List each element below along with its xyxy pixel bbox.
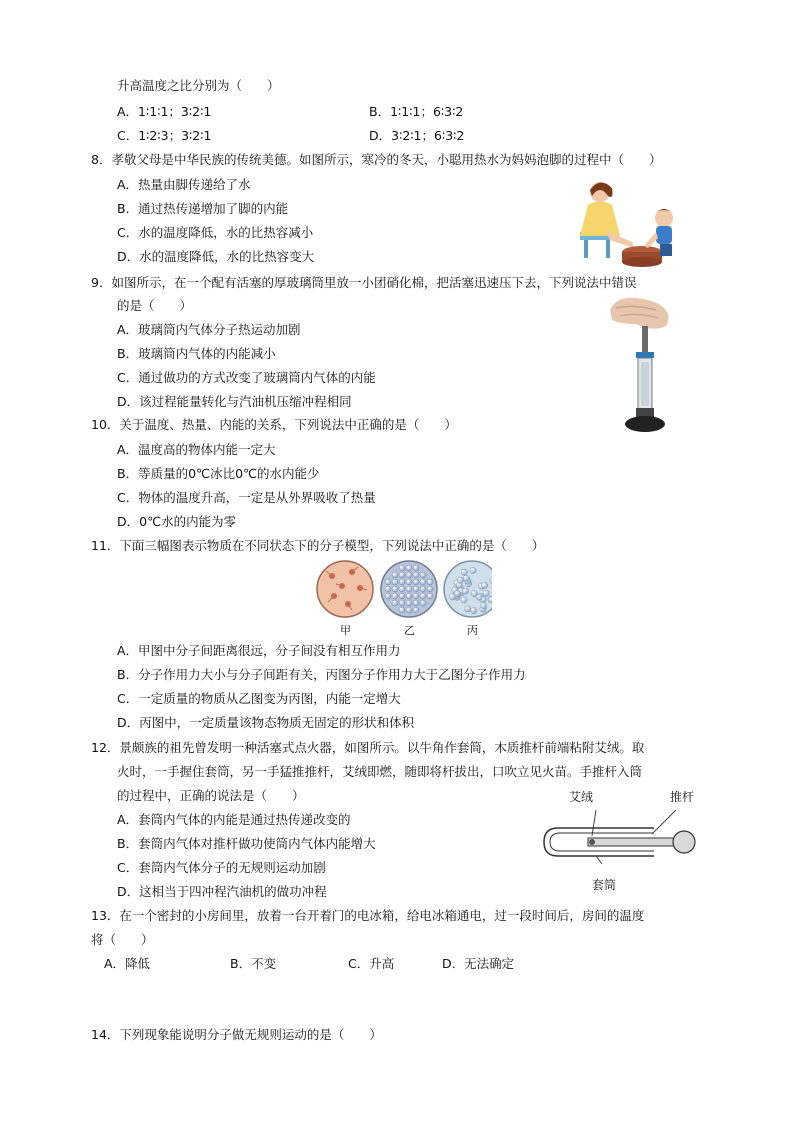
- molecule-models-figure: [312, 558, 492, 624]
- q12-stem-line2: 火时，一手握住套筒，另一手猛推推杆，艾绒即燃，随即将杆拔出，口吹立见火苗。手推杆入筒: [117, 764, 643, 779]
- q9-option-b: B．玻璃筒内气体的内能减小: [117, 346, 276, 361]
- solid-molecule: [406, 600, 412, 606]
- q8-option-c: C．水的温度降低，水的比热容减小: [117, 225, 314, 240]
- q14-stem: 14．下列现象能说明分子做无规则运动的是（ ）: [91, 1027, 382, 1042]
- q12-stem-line1: 12．景颇族的祖先曾发明一种活塞式点火器，如图所示。以牛角作套筒，木质推杆前端粘附艾绒。取: [91, 740, 645, 755]
- q13-option-b: B．不变: [230, 956, 277, 971]
- solid-molecule: [399, 565, 405, 571]
- q9-option-c: C．通过做功的方式改变了玻璃筒内气体的内能: [117, 370, 376, 385]
- solid-molecule: [413, 586, 419, 592]
- solid-molecule: [399, 586, 405, 592]
- liquid-molecule: [480, 602, 486, 608]
- solid-molecule: [413, 607, 419, 613]
- liquid-molecule: [454, 590, 460, 596]
- solid-molecule: [392, 586, 398, 592]
- q7-option-b: B．1∶1∶1；6∶3∶2: [369, 104, 464, 119]
- solid-molecule: [413, 600, 419, 606]
- solid-molecule: [399, 607, 405, 613]
- q10-stem: 10．关于温度、热量、内能的关系，下列说法中正确的是（ ）: [91, 417, 457, 432]
- q13-stem-line2: 将（ ）: [91, 932, 154, 947]
- solid-molecule: [392, 600, 398, 606]
- q7-option-c: C．1∶2∶3；3∶2∶1: [117, 128, 212, 143]
- q11-option-b: B．分子作用力大小与分子间距有关，丙图分子作用力大于乙图分子作用力: [117, 667, 526, 682]
- liquid-molecule: [461, 597, 467, 603]
- solid-molecule: [420, 572, 426, 578]
- q12-option-a: A．套筒内气体的内能是通过热传递改变的: [117, 812, 351, 827]
- solid-molecule: [427, 579, 433, 585]
- q7-option-d: D．3∶2∶1；6∶3∶2: [369, 128, 465, 143]
- foot-bath-illustration: [560, 170, 690, 270]
- q8-option-b: B．通过热传递增加了脚的内能: [117, 201, 289, 216]
- liquid-molecule: [461, 569, 467, 575]
- solid-molecule: [385, 579, 391, 585]
- q10-option-c: C．物体的温度升高，一定是从外界吸收了热量: [117, 490, 376, 505]
- fig-label-sleeve: 套筒: [592, 878, 617, 892]
- fire-piston-figure: [536, 800, 706, 880]
- fig-label-tinder: 艾绒: [569, 790, 594, 804]
- solid-molecule: [392, 579, 398, 585]
- q10-option-b: B．等质量的0℃冰比0℃的水内能少: [117, 466, 320, 481]
- solid-molecule: [413, 579, 419, 585]
- solid-molecule: [406, 579, 412, 585]
- liquid-molecule: [470, 607, 476, 613]
- liquid-molecule: [463, 575, 469, 581]
- glass-tube-piston-figure: [606, 290, 686, 438]
- solid-molecule: [420, 586, 426, 592]
- liquid-molecule: [464, 606, 470, 612]
- q9-stem-line1: 9．如图所示，在一个配有活塞的厚玻璃筒里放一小团硝化棉，把活塞迅速压下去，下列说法中错误: [91, 275, 637, 290]
- solid-molecule: [427, 593, 433, 599]
- solid-molecule: [399, 593, 405, 599]
- fig-label-push-rod: 推杆: [670, 790, 695, 804]
- solid-molecule: [427, 586, 433, 592]
- q9-option-a: A．玻璃筒内气体分子热运动加剧: [117, 322, 301, 337]
- q12-option-d: D．这相当于四冲程汽油机的做功冲程: [117, 884, 327, 899]
- solid-molecule: [392, 572, 398, 578]
- liquid-molecule: [476, 594, 482, 600]
- solid-molecule: [406, 607, 412, 613]
- solid-molecule: [406, 572, 412, 578]
- q12-option-b: B．套筒内气体对推杆做功使筒内气体内能增大: [117, 836, 376, 851]
- q12-stem-line3: 的过程中，正确的说法是（ ）: [117, 788, 305, 803]
- q12-option-c: C．套筒内气体分子的无规则运动加剧: [117, 860, 326, 875]
- solid-molecule: [392, 593, 398, 599]
- fig-label-jia: 甲: [340, 624, 351, 637]
- q10-option-a: A．温度高的物体内能一定大: [117, 442, 276, 457]
- q13-stem-line1: 13．在一个密封的小房间里，放着一台开着门的电冰箱，给电冰箱通电，过一段时间后，房间的温度: [91, 908, 645, 923]
- solid-molecule: [385, 586, 391, 592]
- q8-stem: 8．孝敬父母是中华民族的传统美德。如图所示，寒冷的冬天，小聪用热水为妈妈泡脚的过程中（ ）: [91, 152, 662, 167]
- q13-option-c: C．升高: [348, 956, 395, 971]
- liquid-molecule: [483, 590, 489, 596]
- q9-stem-line2: 的是（ ）: [117, 298, 193, 313]
- q7-option-a: A．1∶1∶1；3∶2∶1: [117, 104, 212, 119]
- solid-molecule: [399, 600, 405, 606]
- solid-molecule: [420, 600, 426, 606]
- solid-molecule: [385, 593, 391, 599]
- q13-option-a: A．降低: [104, 956, 151, 971]
- q9-option-d: D．该过程能量转化与汽油机压缩冲程相同: [117, 394, 352, 409]
- liquid-molecule: [462, 588, 468, 594]
- fig-label-bing: 丙: [467, 624, 478, 637]
- solid-molecule: [420, 579, 426, 585]
- solid-molecule: [406, 586, 412, 592]
- solid-molecule: [406, 565, 412, 571]
- q11-stem: 11．下面三幅图表示物质在不同状态下的分子模型，下列说法中正确的是（ ）: [91, 538, 545, 553]
- solid-molecule: [413, 572, 419, 578]
- liquid-molecule: [481, 582, 487, 588]
- q11-option-c: C．一定质量的物质从乙图变为丙图，内能一定增大: [117, 691, 401, 706]
- q10-option-d: D．0℃水的内能为零: [117, 514, 237, 529]
- q8-option-d: D．水的温度降低，水的比热容变大: [117, 249, 315, 264]
- q11-option-d: D．丙图中，一定质量该物态物质无固定的形状和体积: [117, 715, 415, 730]
- solid-molecule: [399, 579, 405, 585]
- solid-molecule: [420, 593, 426, 599]
- q7-stem-continued: 升高温度之比分别为（ ）: [117, 78, 280, 93]
- liquid-molecule: [470, 567, 476, 573]
- solid-molecule: [413, 565, 419, 571]
- solid-molecule: [399, 572, 405, 578]
- solid-molecule: [406, 593, 412, 599]
- q8-option-a: A．热量由脚传递给了水: [117, 177, 251, 192]
- liquid-molecule: [457, 577, 463, 583]
- q11-option-a: A．甲图中分子间距离很远，分子间没有相互作用力: [117, 643, 401, 658]
- fig-label-yi: 乙: [404, 624, 415, 637]
- solid-molecule: [413, 593, 419, 599]
- q13-option-d: D．无法确定: [442, 956, 515, 971]
